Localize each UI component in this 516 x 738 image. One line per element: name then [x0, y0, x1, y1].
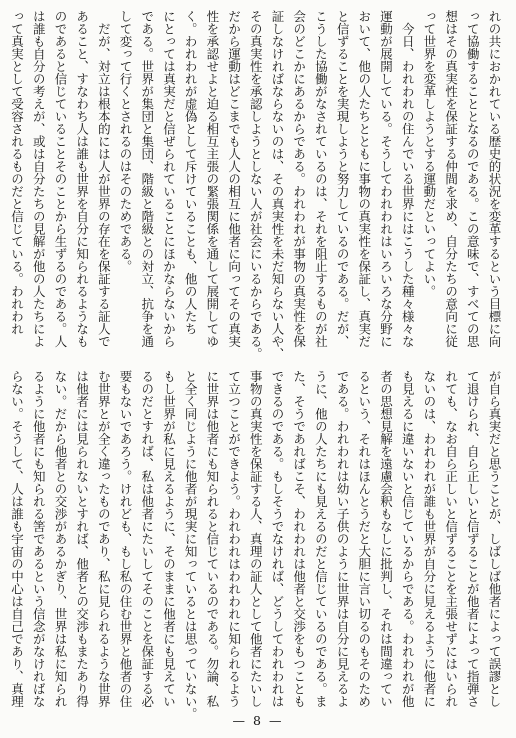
text-column: 者の思想見解を遠慮会釈もなしに批判し、それは間違ってい [378, 370, 394, 708]
text-column: だから運動はどこまでも人人の相互に他者に向ってその真実 [226, 10, 242, 348]
text-column: て退けられ、自ら正しいと信ずることが他者によって指弾さ [465, 370, 481, 708]
text-column: その真実性を承認しようとしない人が社会にいるからである。 [248, 10, 264, 360]
text-column: るのだとすれば、私は他者にたいしてそのことを保証する必 [139, 370, 155, 708]
text-column: ないのは、われわれが誰も世界が自分に見えるように他者に [421, 370, 437, 708]
text-column: れても、なお自ら正しいと信ずることを主張せずにはいられ [443, 370, 459, 708]
text-column: む世界とが全く違ったものであり、私に見られるような世界 [96, 370, 112, 708]
text-column: である。世界が集団と集団、階級と階級との対立、抗争を通 [139, 10, 155, 348]
text-column: が自ら真実だと思うことが、しばしば他者によって誤謬とし [487, 370, 502, 708]
text-column: と信ずることを実現しようと努力しているのである。だが、 [335, 10, 351, 348]
text-column: るという、それはほんとうだと大胆に言い切るのもそのため [356, 370, 372, 708]
text-column: らない。そうして、人は誰も宇宙の中心は自己であり、真理 [9, 370, 25, 708]
text-column: 会のどこかにあるからである。われわれが事物の真実性を保 [291, 10, 307, 348]
text-column: 事物の真実性を保証する人、真理の証人として他者にたいし [248, 370, 264, 708]
text-column: るように他者にも知られる筈であるという信念がなければな [31, 370, 47, 708]
text-column: あること、すなわち人は誰も世界を自分に知られるようなも [74, 10, 90, 348]
text-column: 今日、われわれの住んでいる世界にはこうした種々様々な [400, 10, 416, 348]
text-column: く。われわれが虚偽として斥けていることも、他の人たち [183, 10, 199, 335]
text-column: って世界を変革しようとする運動だといってよい。 [421, 10, 437, 298]
text-column: ない。だから他者との交渉があるかぎり、世界は私に知られ [52, 370, 68, 708]
text-column: である。われわれは幼い子供のように世界は自分に見えるよ [335, 370, 351, 708]
text-column: 運動が展開している。そうしてわれわれはいろいろな分野に [378, 10, 394, 348]
text-column: って協働することとなるのである。この意味で、すべての思 [465, 10, 481, 348]
upper-text-block [6, 10, 505, 360]
text-column: して変って行くとされるのはそのためである。 [118, 10, 134, 273]
text-column: れの共におかれている歴史的状況を変革するという目標に向 [487, 10, 502, 348]
text-column: も見えるに違いないと信じているからである。われわれが他 [400, 370, 416, 708]
text-column: こうした協働がなされているのは、それを阻止するものが社 [313, 10, 329, 348]
page-number: — 8 — [232, 713, 284, 728]
text-column: おいて、他の人たちとともに事物の真実性を保証し、真実だ [356, 10, 372, 348]
text-column: は他者には見られないとすれば、他者との交渉もまたあり得 [74, 370, 90, 708]
text-column: にとっては真実だと信ぜられていることにほかならないから [161, 10, 177, 348]
text-column: 証しなければならないのは、その真実性を未だ知らない人や、 [269, 10, 285, 360]
lower-text-block [6, 370, 505, 720]
text-column: て立つことができよう。われわれはわれわれに知られるよう [226, 370, 242, 708]
text-column: のであると信じていることそのことから生ずるのである。人 [52, 10, 68, 348]
text-column: 性を承認せよと迫る相互主張の緊張関係を通して展開してゆ [204, 10, 220, 348]
text-column: た、そうであればこそ、われわれは他者と交渉をもつことも [291, 370, 307, 708]
text-column: と全く同じように他者が現実に知っているとは思っていない。 [183, 370, 199, 720]
text-column: 想はその真実性を保証する仲間を求め、自分たちの意向に従 [443, 10, 459, 348]
text-column: うに、他の人たちにも見えるのだと信じているのである。ま [313, 370, 329, 708]
text-column: に世界は他者にも知られると信じているのである。勿論、私 [204, 370, 220, 708]
text-column: だが、対立は根本的には人が世界の存在を保証する証人で [96, 10, 112, 348]
text-column: もし世界が私に見えるように、そのままに他者にも見えてい [161, 370, 177, 708]
text-column: って真実として受容されるものだと信じている。われわれ [9, 10, 25, 335]
text-column: 要もないであろう。けれども、もし私の住む世界と他者の住 [118, 370, 134, 708]
text-column: できるのである。もしそうでなければ、どうしてわれわれは [269, 370, 285, 708]
text-column: は誰も自分の考えが、或は自分たちの見解が他の人たちによ [31, 10, 47, 348]
